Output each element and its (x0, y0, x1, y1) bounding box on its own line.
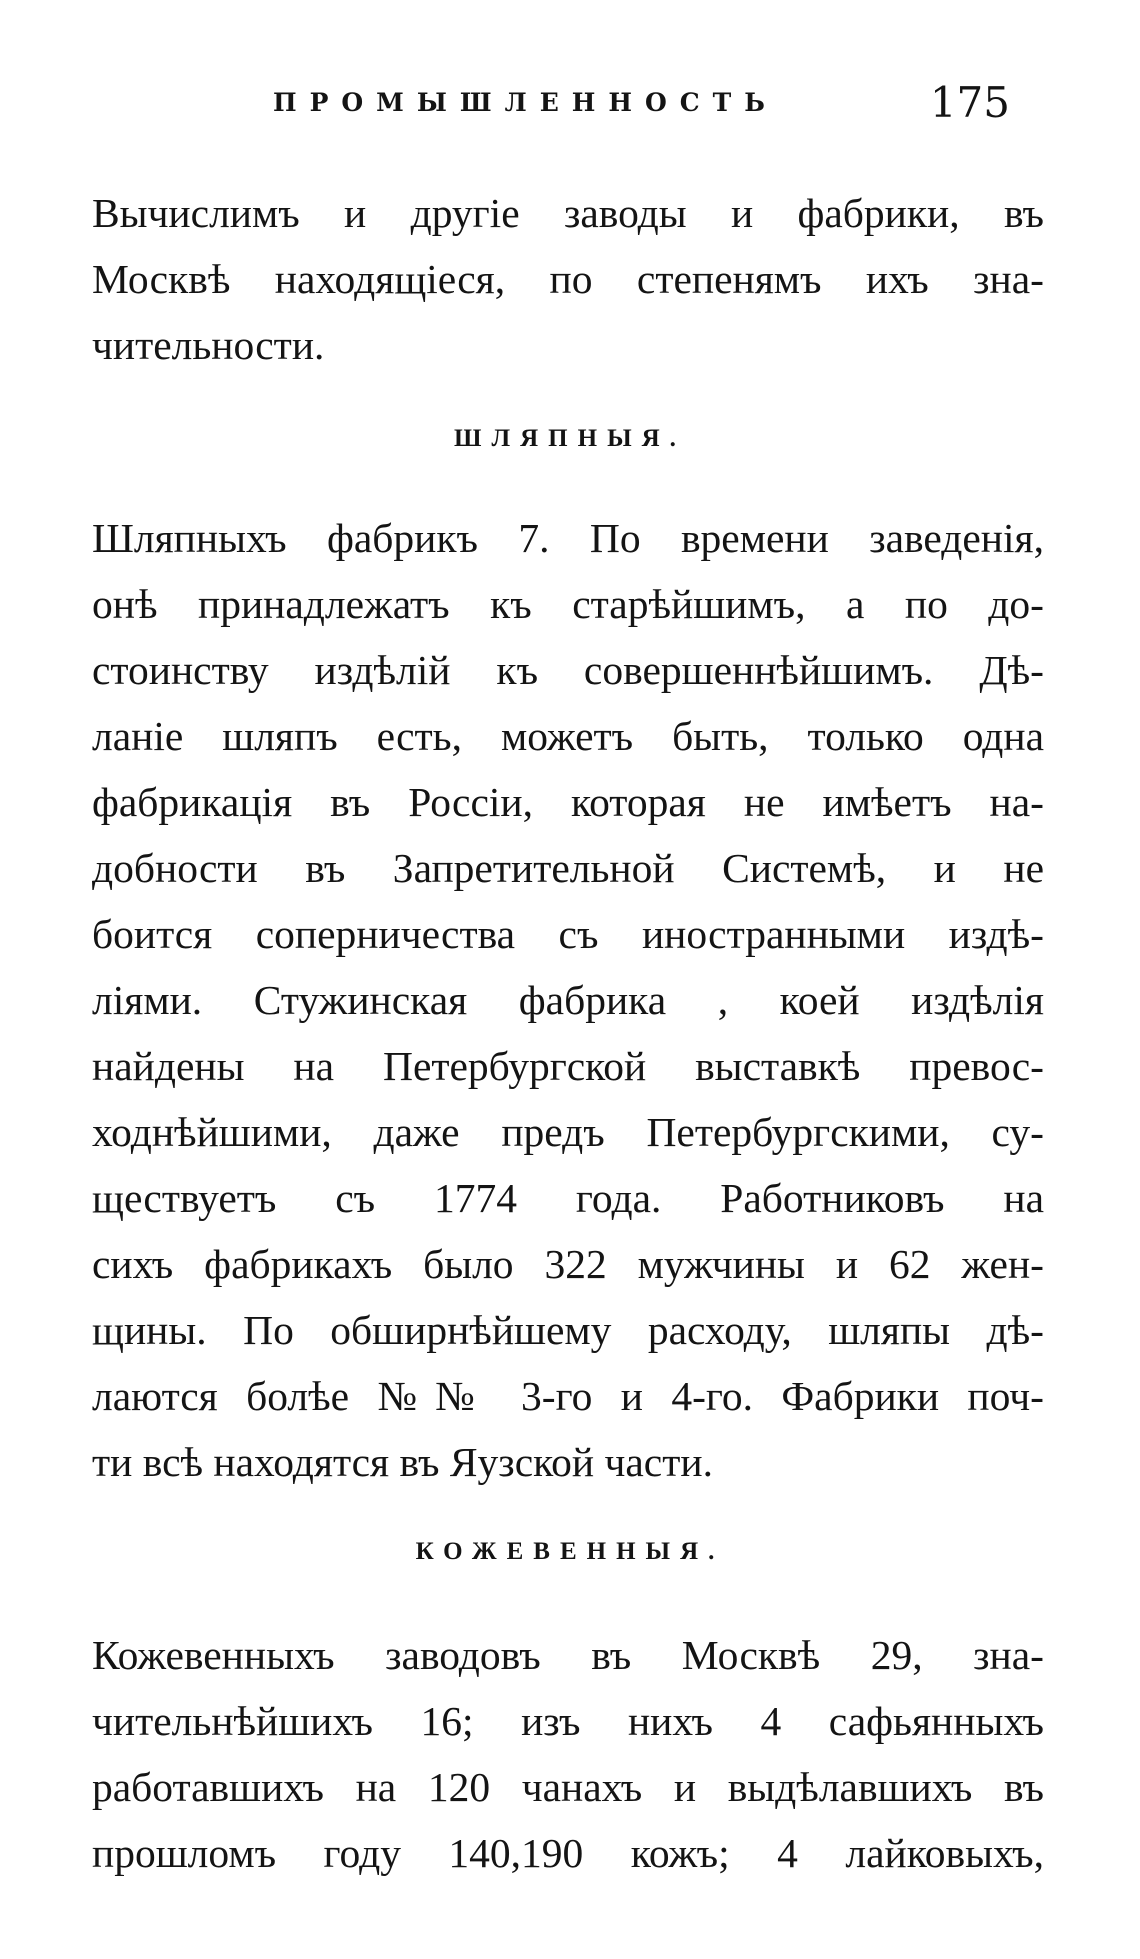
section-heading-leather: КОЖЕВЕННЫЯ. (415, 1538, 725, 1565)
text-line: сихъ фабрикахъ было 322 мужчины и 62 жен- (92, 1241, 1044, 1287)
text-line: боится соперничества съ иностранными издѣ- (92, 911, 1044, 957)
text-line: онѣ принадлежатъ къ старѣйшимъ, а по до- (92, 581, 1044, 627)
text-line: ществуетъ съ 1774 года. Работниковъ на (92, 1175, 1044, 1221)
text-line: Москвѣ находящіеся, по степенямъ ихъ зна- (92, 256, 1044, 302)
text-line: Вычислимъ и другіе заводы и фабрики, въ (92, 190, 1044, 236)
text-line: прошломъ году 140,190 кожъ; 4 лайковыхъ, (92, 1830, 1044, 1876)
leather-paragraph (92, 1622, 1044, 1886)
text-line: ти всѣ находятся въ Яузской части. (92, 1439, 713, 1485)
text-line: ланіе шляпъ есть, можетъ быть, только одна (92, 713, 1044, 759)
page-number: 175 (929, 78, 1010, 127)
text-line: лаются болѣе №№ 3-го и 4-го. Фабрики поч- (92, 1373, 1044, 1419)
text-line: фабрикація въ Россіи, которая не имѣетъ на- (92, 779, 1044, 825)
text-line: стоинству издѣлій къ совершеннѣйшимъ. Дѣ- (92, 647, 1044, 693)
text-line: чительности. (92, 322, 325, 368)
text-line: добности въ Запретительной Системѣ, и не (92, 845, 1044, 891)
text-line: Шляпныхъ фабрикъ 7. По времени заведенія, (92, 515, 1044, 561)
text-line: ліями. Стужинская фабрика , коей издѣлія (92, 977, 1044, 1023)
text-line: Кожевенныхъ заводовъ въ Москвѣ 29, зна- (92, 1632, 1044, 1678)
text-line: щины. По обширнѣйшему расходу, шляпы дѣ- (92, 1307, 1044, 1353)
running-title: ПРОМЫШЛЕННОСТЬ (273, 88, 778, 117)
section-heading-hats: ШЛЯПНЫЯ. (454, 425, 686, 452)
running-head (80, 78, 1060, 138)
text-line: работавшихъ на 120 чанахъ и выдѣлавшихъ въ (92, 1764, 1044, 1810)
text-line: найдены на Петербургской выставкѣ превос- (92, 1043, 1044, 1089)
hats-paragraph (92, 505, 1044, 1495)
intro-paragraph (92, 180, 1044, 378)
text-line: ходнѣйшими, даже предъ Петербургскими, су- (92, 1109, 1044, 1155)
text-line: чительнѣйшихъ 16; изъ нихъ 4 сафьянныхъ (92, 1698, 1044, 1744)
